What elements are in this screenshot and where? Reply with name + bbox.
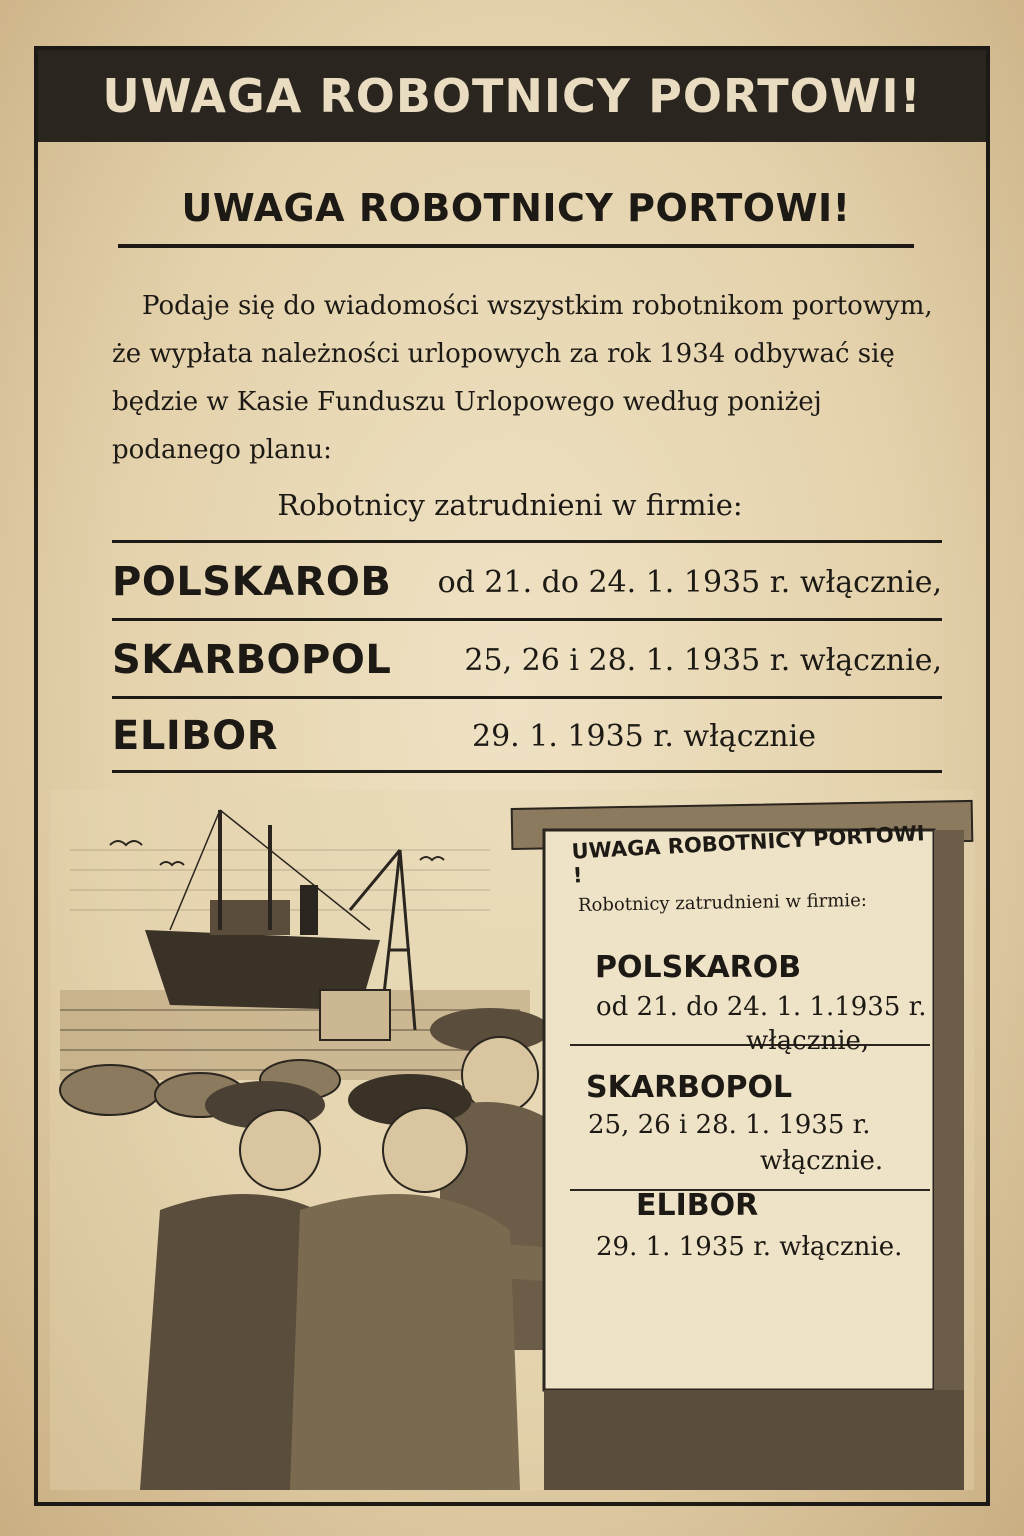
schedule-rule-bottom [112, 770, 942, 773]
schedule-rule-top [112, 540, 942, 543]
board-title: UWAGA ROBOTNICY PORTOWI ! [570, 821, 926, 888]
firm-name: POLSKAROB [112, 559, 392, 605]
notice-intro: Podaje się do wiadomości wszystkim robotnikom portowym, że wypłata należności urlopowych za rok 1934 odbywać się będzie w Kasie Funduszu Urlopowego według poniżej podanego planu: [112, 291, 933, 465]
firm-name: ELIBOR [112, 713, 278, 759]
board-firm: SKARBOPOL [586, 1070, 793, 1105]
notice-headline: UWAGA ROBOTNICY PORTOWI! [181, 186, 851, 230]
schedule-rule [112, 618, 942, 621]
board-firm: ELIBOR [636, 1188, 759, 1223]
payout-dates: od 21. do 24. 1. 1935 r. włącznie, [437, 564, 942, 600]
board-date: włącznie. [760, 1146, 884, 1176]
payout-dates: 29. 1. 1935 r. włącznie [472, 718, 816, 754]
board-date: 29. 1. 1935 r. włącznie. [596, 1232, 903, 1262]
payout-dates: 25, 26 i 28. 1. 1935 r. włącznie, [464, 642, 942, 678]
board-date: od 21. do 24. 1. 1.1935 r. [596, 992, 927, 1022]
board-lead: Robotnicy zatrudnieni w firmie: [577, 889, 867, 916]
firm-name: SKARBOPOL [112, 637, 392, 683]
banner-title: UWAGA ROBOTNICY PORTOWI! [102, 69, 922, 123]
schedule-row [112, 630, 942, 690]
board-firm: POLSKAROB [595, 950, 802, 985]
schedule-row [112, 552, 942, 612]
notice-lead: Robotnicy zatrudnieni w firmie: [277, 488, 743, 522]
board-date: 25, 26 i 28. 1. 1935 r. [588, 1110, 871, 1140]
board-date: włącznie, [746, 1026, 870, 1056]
schedule-rule [112, 696, 942, 699]
top-banner [38, 50, 986, 142]
headline-rule [118, 244, 914, 248]
schedule-row [112, 706, 942, 766]
